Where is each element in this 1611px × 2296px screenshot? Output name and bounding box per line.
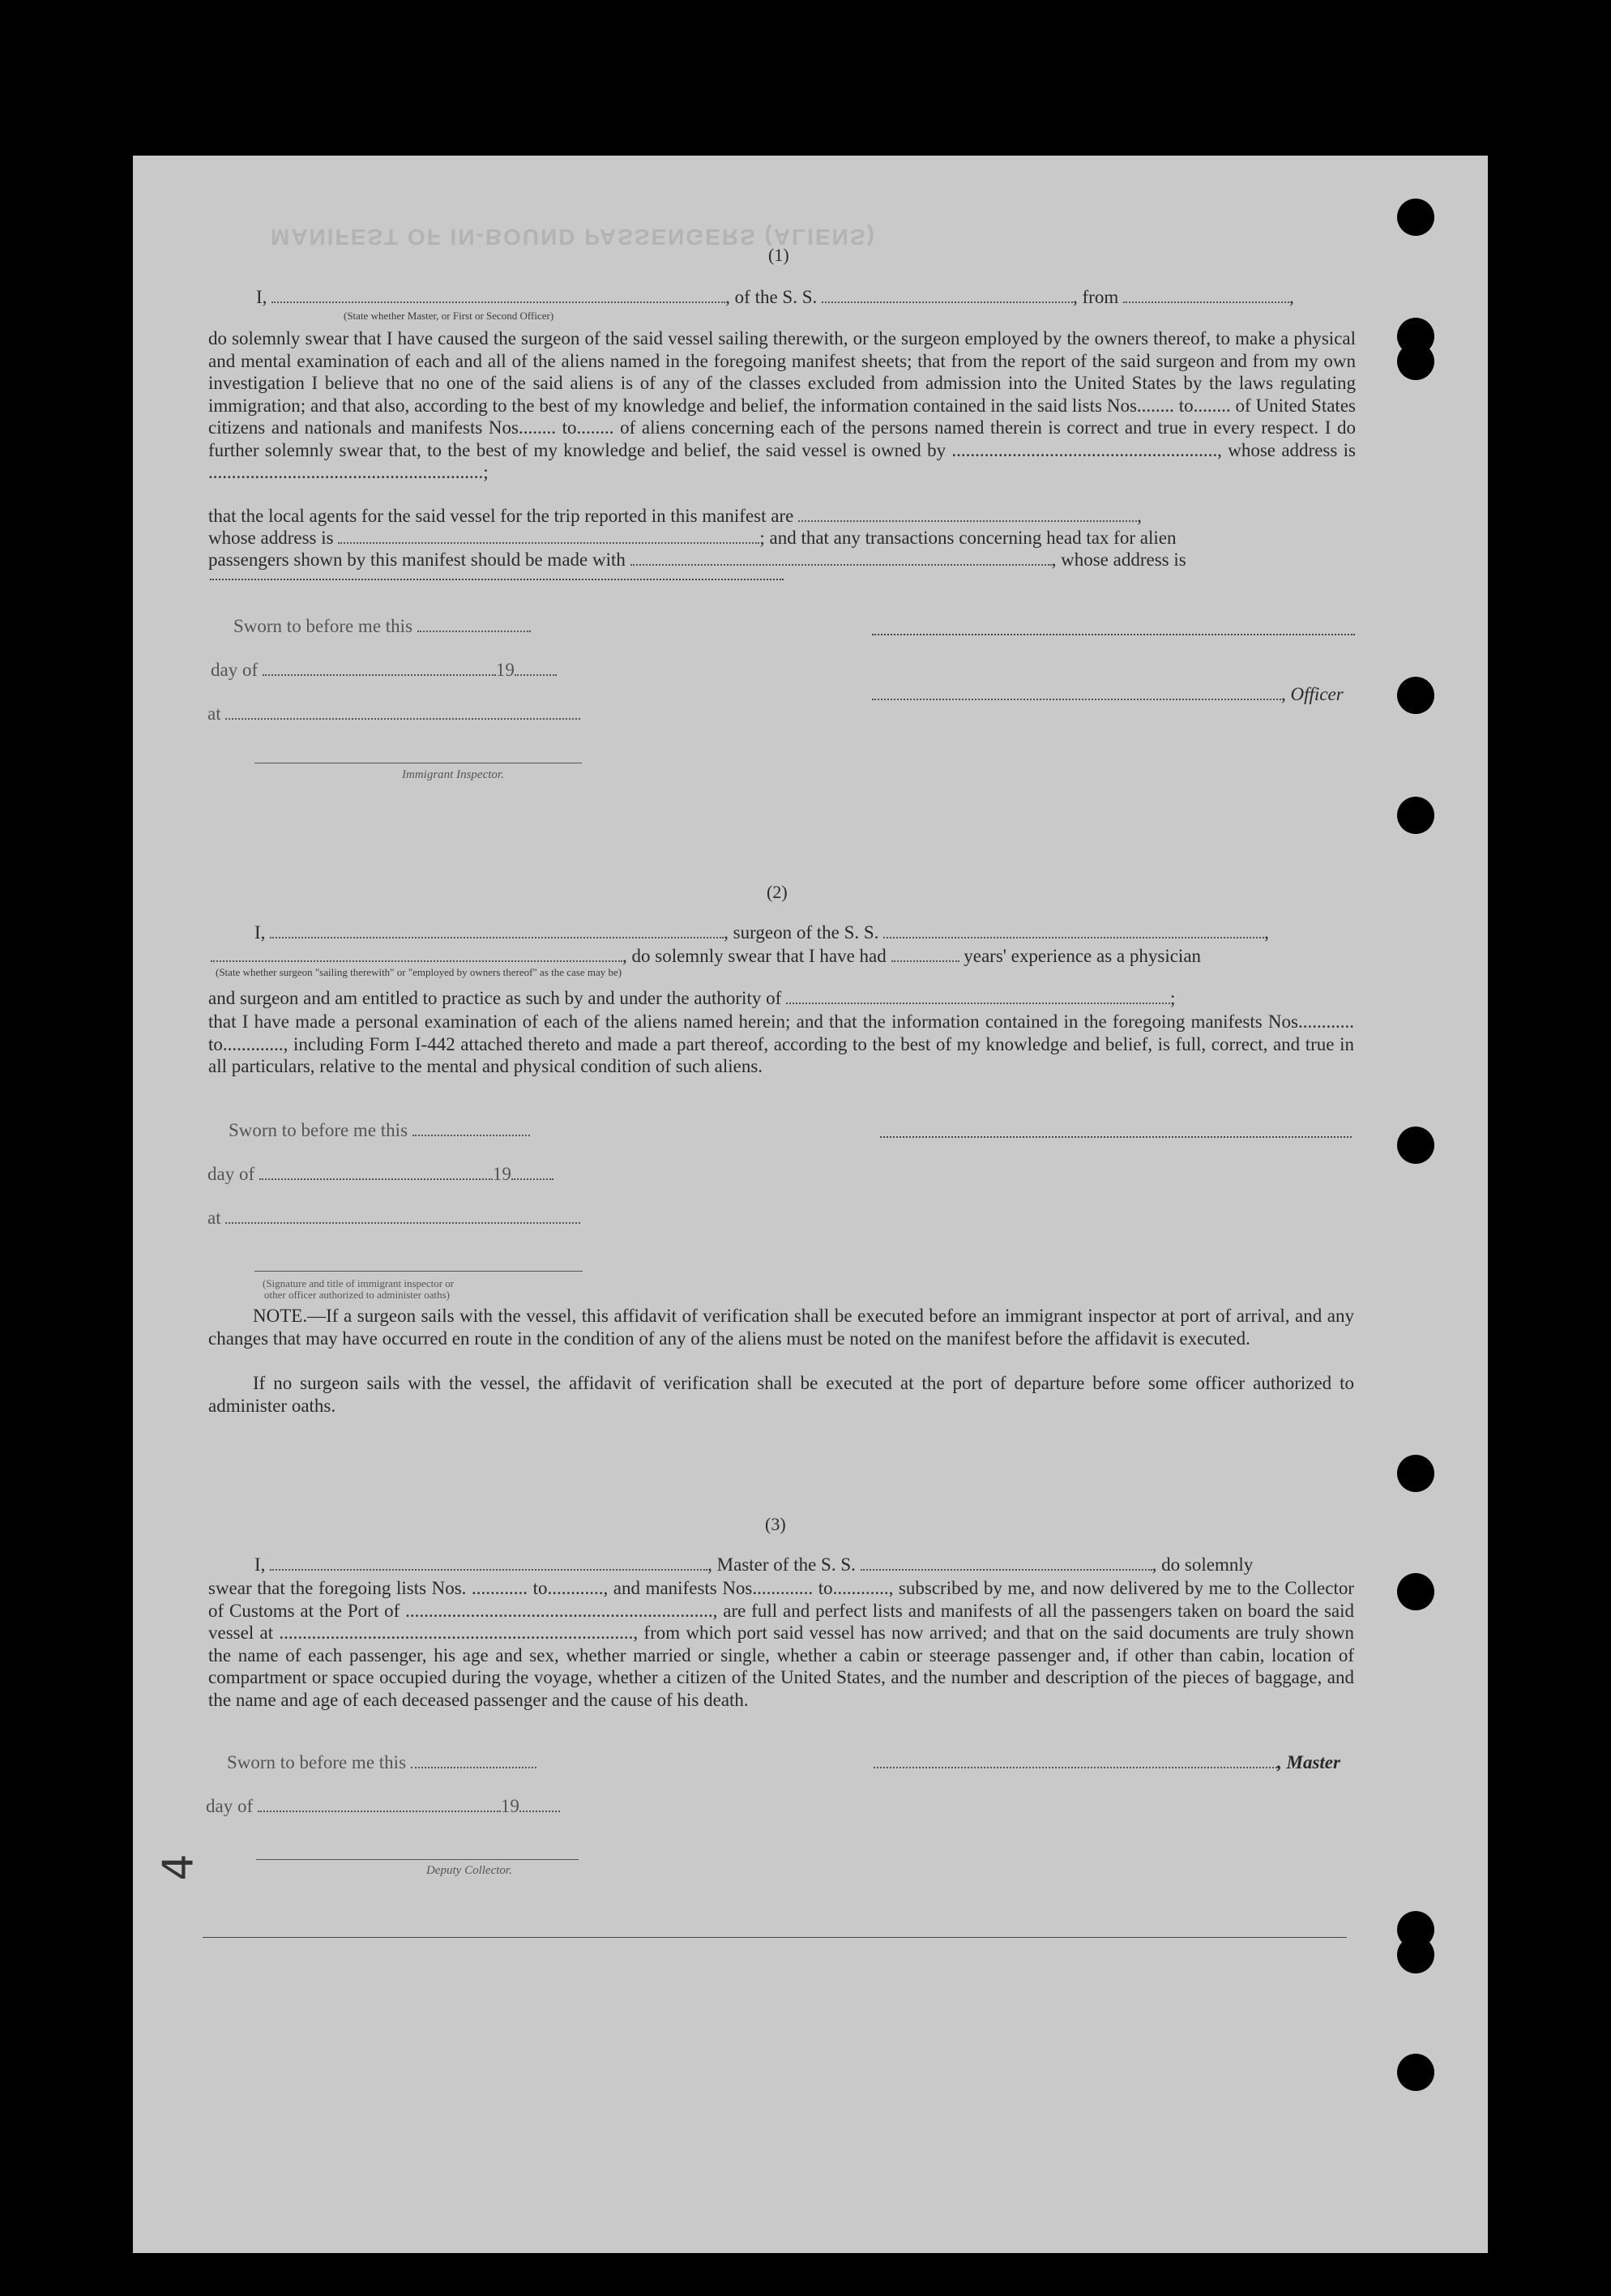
punch-hole	[1397, 1573, 1434, 1610]
signature-caption-1: (Signature and title of immigrant inspector or	[263, 1277, 455, 1289]
label-i: I,	[254, 1554, 266, 1575]
section-1-caption: (State whether Master, or First or Second Officer)	[344, 310, 554, 322]
master-vessel-field[interactable]	[861, 1554, 1152, 1571]
sworn-label: Sworn to before me this	[227, 1752, 407, 1772]
punch-hole	[1397, 199, 1434, 236]
section-2-day-of	[207, 1164, 553, 1185]
section-1-number: (1)	[768, 245, 789, 265]
signature-caption-2: other officer authorized to administer oaths)	[264, 1289, 450, 1301]
section-2-line-2	[211, 946, 1201, 967]
label-i: I,	[256, 287, 267, 307]
punch-hole	[1397, 1127, 1434, 1164]
inspector-signature-line[interactable]	[254, 1271, 583, 1272]
name-field[interactable]	[271, 287, 725, 303]
solemnly-swear-label: , do solemnly swear that I have had	[622, 946, 887, 966]
inspector-caption: Immigrant Inspector.	[402, 768, 504, 781]
head-tax-field[interactable]	[630, 549, 1052, 566]
passengers-label: passengers shown by this manifest should be made with	[208, 549, 626, 570]
day-field[interactable]	[258, 1796, 501, 1812]
section-1-sworn	[233, 616, 531, 637]
deputy-caption: Deputy Collector.	[426, 1864, 512, 1877]
section-1-line-1	[256, 287, 1294, 308]
section-2-body: that I have made a personal examination of each of the aliens named herein; and that the information contained in the foregoing manifests Nos............ to............., including Form I-442 attached thereto and made a part thereof, according to the best of my knowledge and belief, is full, correct, and true in all particulars, relative to the mental and physical condition of such aliens.	[208, 1011, 1354, 1076]
sworn-label: Sworn to before me this	[229, 1120, 408, 1140]
at-field[interactable]	[225, 703, 580, 720]
year-field[interactable]	[515, 660, 557, 676]
surgeon-vessel-field[interactable]	[883, 922, 1264, 938]
at-field[interactable]	[225, 1208, 580, 1224]
section-1-officer-line	[872, 684, 1344, 705]
agents-label: that the local agents for the said vessel for the trip reported in this manifest are	[208, 506, 794, 526]
authority-field[interactable]	[786, 988, 1170, 1004]
year-field[interactable]	[511, 1164, 553, 1180]
signature-field[interactable]	[872, 634, 1355, 635]
comma: ,	[1288, 287, 1294, 307]
sworn-date-field[interactable]	[411, 1752, 536, 1768]
whose-address-is-label: , whose address is	[1051, 549, 1186, 570]
agents-field[interactable]	[798, 506, 1137, 522]
surgeon-signature-field[interactable]	[880, 1136, 1352, 1138]
section-1-passengers-line	[208, 549, 1186, 571]
years-field[interactable]	[891, 946, 959, 962]
surgeon-of-ss-label: , surgeon of the S. S.	[724, 922, 879, 943]
note-label: NOTE.	[253, 1306, 308, 1326]
bottom-rule	[203, 1937, 1347, 1938]
section-2-sworn	[229, 1120, 530, 1141]
master-name-field[interactable]	[270, 1554, 707, 1571]
sworn-label: Sworn to before me this	[233, 616, 413, 636]
comma: ,	[1137, 506, 1142, 526]
section-3-number: (3)	[765, 1514, 786, 1534]
section-1-at	[207, 703, 580, 725]
bleed-through-header: MANIFEST OF IN-BOUND PASSENGERS (ALIENS)	[271, 224, 876, 250]
section-2-caption: (State whether surgeon "sailing therewith" or "employed by owners thereof" as the case may be)	[216, 966, 622, 978]
margin-handwritten-mark: 4	[154, 1853, 203, 1881]
punch-hole	[1397, 2054, 1434, 2091]
label-from: , from	[1073, 287, 1119, 307]
label-i: I,	[254, 922, 266, 943]
punch-hole	[1397, 1455, 1434, 1492]
whose-address-label: whose address is	[208, 528, 334, 548]
section-2-line-1	[254, 922, 1269, 943]
years-experience-label: years' experience as a physician	[964, 946, 1202, 966]
section-2-note-2: If no surgeon sails with the vessel, the affidavit of verification shall be executed at the port of departure before some officer authorized to administer oaths.	[208, 1373, 1354, 1416]
head-tax-label: ; and that any transactions concerning head tax for alien	[759, 528, 1177, 548]
address-continuation-field[interactable]	[210, 579, 784, 580]
year-label: 19	[495, 660, 515, 680]
comma: ,	[1264, 922, 1269, 943]
vessel-field[interactable]	[822, 287, 1073, 303]
year-label: 19	[500, 1796, 519, 1816]
at-label: at	[207, 1208, 221, 1228]
section-3-master-line	[874, 1752, 1340, 1773]
day-field[interactable]	[259, 1164, 493, 1180]
section-2-note	[208, 1305, 1354, 1349]
section-2-number: (2)	[767, 882, 788, 902]
master-signature-field[interactable]	[874, 1752, 1277, 1768]
from-field[interactable]	[1123, 287, 1289, 303]
section-1-day-of	[211, 660, 557, 681]
punch-hole	[1397, 677, 1434, 714]
deputy-signature-line[interactable]	[256, 1859, 579, 1860]
section-3-sworn	[227, 1752, 536, 1773]
section-1-agents-line	[208, 506, 1142, 527]
year-field[interactable]	[519, 1796, 560, 1812]
punch-hole	[1397, 1936, 1434, 1973]
do-solemnly-label: , do solemnly	[1152, 1554, 1254, 1575]
officer-label: , Officer	[1281, 684, 1344, 704]
sworn-date-field[interactable]	[417, 616, 531, 632]
day-field[interactable]	[263, 660, 496, 676]
surgeon-name-field[interactable]	[270, 922, 724, 938]
day-of-label: day of	[211, 660, 259, 680]
year-label: 19	[492, 1164, 511, 1184]
address-field[interactable]	[338, 528, 759, 544]
master-label: , Master	[1277, 1752, 1340, 1772]
sworn-date-field[interactable]	[412, 1120, 530, 1136]
section-1-body: do solemnly swear that I have caused the surgeon of the said vessel sailing therewith, or the surgeon employed by the owners thereof, to make a physical and mental examination of each and all of the aliens named in the foregoing manifest sheets; that from the report of the said surgeon and from my own investigation I believe that no one of the said aliens is of any of the classes excluded from admission into the United States by the laws regulating immigration; and that also, according to the best of my knowledge and belief, the information contained in the said lists Nos........ to........ of United States citizens and nationals and manifests Nos........ to........ of aliens concerning each of the persons named therein is correct and true in every respect. I do further solemnly swear that, to the best of my knowledge and belief, the said vessel is owned by ........................................................., whose address is ...........................................................;	[208, 328, 1356, 482]
section-2-line-3	[208, 988, 1175, 1009]
section-2-at	[207, 1208, 580, 1229]
authority-label: and surgeon and am entitled to practice as such by and under the authority of	[208, 988, 782, 1008]
section-1-address-line	[208, 528, 1176, 549]
master-of-ss-label: , Master of the S. S.	[707, 1554, 856, 1575]
punch-hole	[1397, 797, 1434, 834]
at-label: at	[207, 703, 221, 724]
day-of-label: day of	[207, 1164, 255, 1184]
form-page	[133, 156, 1488, 2253]
note-text-1: —If a surgeon sails with the vessel, this affidavit of verification shall be executed before an immigrant inspector at port of arrival, and any changes that may have occurred en route in the condition of any of the aliens must be noted on the manifest before the affidavit is executed.	[208, 1306, 1354, 1349]
surgeon-type-field[interactable]	[211, 946, 622, 962]
section-3-body: swear that the foregoing lists Nos. ............ to............, and manifests Nos............. to............, subscribed by me, and now delivered by me to the Collector of Customs at the Port of .................................................................., are full and perfect lists and manifests of all the passengers taken on board the said vessel at ............................................................................, from which port said vessel has now arrived; and that on the said documents are truly shown the name of each passenger, his age and sex, whether married or single, whether a cabin or steerage passenger and, if other than cabin, location of compartment or space occupied during the voyage, whether a citizen of the United States, and the number and description of the pieces of baggage, and the name and age of each deceased passenger and the cause of his death.	[208, 1578, 1354, 1710]
day-of-label: day of	[206, 1796, 254, 1816]
semicolon: ;	[1170, 988, 1176, 1008]
punch-hole	[1397, 343, 1434, 380]
officer-field[interactable]	[872, 684, 1281, 700]
section-3-day-of	[206, 1796, 560, 1817]
section-3-line-1	[254, 1554, 1253, 1576]
label-of-ss: , of the S. S.	[725, 287, 818, 307]
